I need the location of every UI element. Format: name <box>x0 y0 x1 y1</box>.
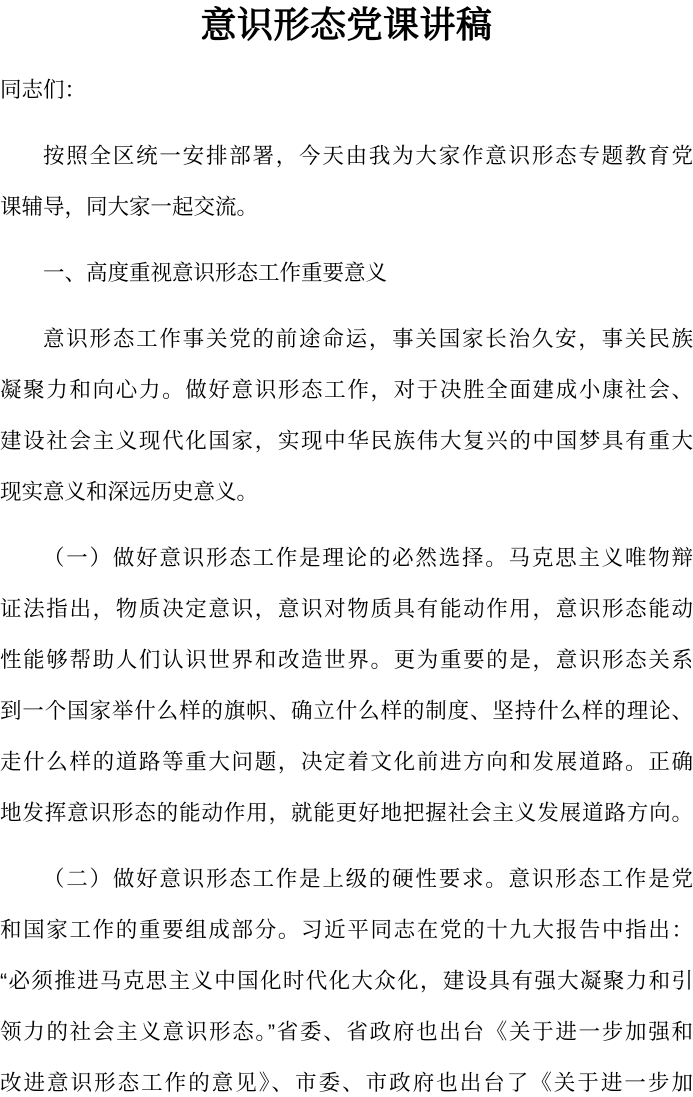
text-line: 同志们： <box>0 78 87 102</box>
text-line: （二）做好意识形态工作是上级的硬性要求。意识形态工作是党 <box>43 867 693 891</box>
text-line: 按照全区统一安排部署，今天由我为大家作意识形态专题教育党 <box>43 144 693 168</box>
paragraph-salutation <box>0 65 693 116</box>
paragraph <box>0 314 693 518</box>
paragraph <box>0 854 693 1097</box>
text-line: 领力的社会主义意识形态。”省委、省政府也出台《关于进一步加强和 <box>0 1020 693 1044</box>
text-line: 改进意识形态工作的意见》、市委、市政府也出台了《关于进一步加 <box>0 1071 693 1095</box>
text-line: 和国家工作的重要组成部分。习近平同志在党的十九大报告中指出： <box>0 918 693 942</box>
text-line: （一）做好意识形态工作是理论的必然选择。马克思主义唯物辩 <box>43 546 693 570</box>
document-title: 意识形态党课讲稿 <box>200 4 493 45</box>
text-line: 到一个国家举什么样的旗帜、确立什么样的制度、坚持什么样的理论、 <box>0 699 693 723</box>
paragraph <box>0 131 693 233</box>
text-line: 走什么样的道路等重大问题，决定着文化前进方向和发展道路。正确 <box>0 750 693 774</box>
text-line: 地发挥意识形态的能动作用，就能更好地把握社会主义发展道路方向。 <box>0 801 693 825</box>
text-line: 课辅导，同大家一起交流。 <box>0 195 259 219</box>
text-line: 现实意义和深远历史意义。 <box>0 480 259 504</box>
text-line: 建设社会主义现代化国家，实现中华民族伟大复兴的中国梦具有重大 <box>0 429 693 453</box>
paragraph-section-heading <box>0 248 693 299</box>
text-line: 凝聚力和向心力。做好意识形态工作，对于决胜全面建成小康社会、 <box>0 378 693 402</box>
paragraph <box>0 533 693 839</box>
text-line: “必须推进马克思主义中国化时代化大众化，建设具有强大凝聚力和引 <box>0 969 693 993</box>
text-line: 意识形态工作事关党的前途命运，事关国家长治久安，事关民族 <box>43 327 693 351</box>
section-heading-line: 一、高度重视意识形态工作重要意义 <box>43 261 388 285</box>
text-line: 性能够帮助人们认识世界和改造世界。更为重要的是，意识形态关系 <box>0 648 693 672</box>
text-line: 证法指出，物质决定意识，意识对物质具有能动作用，意识形态能动 <box>0 597 693 621</box>
